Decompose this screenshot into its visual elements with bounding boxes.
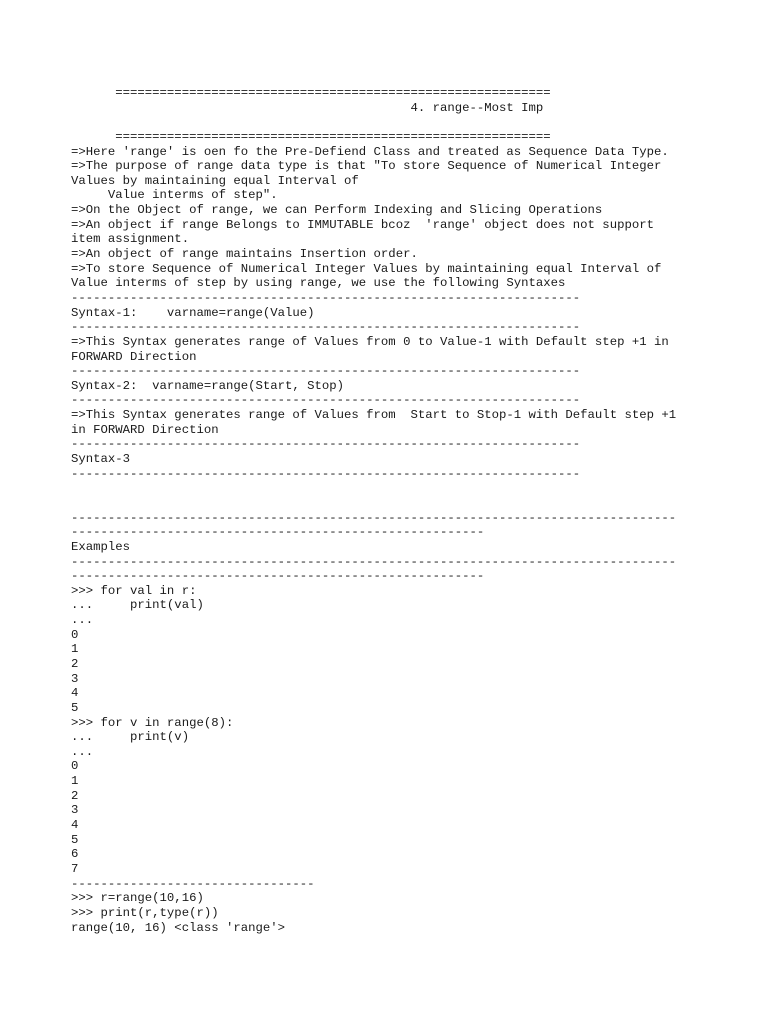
- text-line: 3: [71, 671, 79, 686]
- separator-line: ---------------------------------------------------------------------: [71, 364, 581, 379]
- text-line: in FORWARD Direction: [71, 422, 219, 437]
- text-line: 4: [71, 818, 79, 833]
- text-line: Value interms of step".: [71, 188, 278, 203]
- code-line: ...: [71, 744, 94, 759]
- separator-line: ---------------------------------------------------------------------: [71, 393, 581, 408]
- blank-line: [71, 496, 761, 511]
- blank-line: [71, 481, 761, 496]
- text-line: =>An object of range maintains Insertion order.: [71, 247, 418, 262]
- section-title: 4. range--Most Imp: [71, 100, 544, 115]
- text-line: 7: [71, 861, 79, 876]
- text-line: 5: [71, 700, 79, 715]
- separator-line: ----------------------------------------------------------------------------------: [71, 510, 677, 525]
- text-line: 2: [71, 656, 79, 671]
- text-line: =>Here 'range' is oen fo the Pre-Defiend Class and treated as Sequence Data Type.: [71, 144, 669, 159]
- text-line: 6: [71, 847, 79, 862]
- blank-line: [71, 115, 761, 130]
- text-line: Syntax-1: varname=range(Value): [71, 305, 315, 320]
- text-line: Value interms of step by using range, we use the following Syntaxes: [71, 276, 566, 291]
- separator-line: --------------------------------------------------------: [71, 525, 485, 540]
- text-line: Values by maintaining equal Interval of: [71, 173, 359, 188]
- separator-line: ---------------------------------------------------------------------: [71, 466, 581, 481]
- text-line: 3: [71, 803, 79, 818]
- code-line: ... print(v): [71, 730, 190, 745]
- code-line: >>> for v in range(8):: [71, 715, 234, 730]
- text-line: 2: [71, 788, 79, 803]
- text-line: =>The purpose of range data type is that "To store Sequence of Numerical Integer: [71, 159, 662, 174]
- separator-line: --------------------------------------------------------: [71, 569, 485, 584]
- text-line: =>On the Object of range, we can Perform Indexing and Slicing Operations: [71, 203, 603, 218]
- text-line: 1: [71, 774, 79, 789]
- text-line: Syntax-3: [71, 452, 131, 467]
- text-line: 0: [71, 627, 79, 642]
- separator-line: ---------------------------------------------------------------------: [71, 320, 581, 335]
- text-line: Syntax-2: varname=range(Start, Stop): [71, 378, 345, 393]
- code-line: >>> for val in r:: [71, 583, 197, 598]
- text-line: 1: [71, 642, 79, 657]
- document-body: [71, 86, 761, 935]
- separator-line: ---------------------------------------------------------------------: [71, 437, 581, 452]
- text-line: =>An object if range Belongs to IMMUTABLE bcoz 'range' object does not support: [71, 217, 654, 232]
- text-line: 4: [71, 686, 79, 701]
- code-line: ...: [71, 613, 94, 628]
- text-line: =>This Syntax generates range of Values from Start to Stop-1 with Default step +1: [71, 408, 677, 423]
- text-line: Examples: [71, 539, 131, 554]
- separator-line: ----------------------------------------------------------------------------------: [71, 554, 677, 569]
- code-line: ... print(val): [71, 598, 204, 613]
- text-line: =>This Syntax generates range of Values from 0 to Value-1 with Default step +1 in: [71, 334, 669, 349]
- text-line: 5: [71, 832, 79, 847]
- separator-line: ---------------------------------------------------------------------: [71, 290, 581, 305]
- text-line: range(10, 16) <class 'range'>: [71, 920, 286, 935]
- separator-line: ===========================================================: [71, 129, 551, 144]
- text-line: 0: [71, 759, 79, 774]
- text-line: item assignment.: [71, 232, 190, 247]
- separator-line: ---------------------------------: [71, 876, 315, 891]
- code-line: >>> r=range(10,16): [71, 891, 204, 906]
- text-line: FORWARD Direction: [71, 349, 197, 364]
- code-line: >>> print(r,type(r)): [71, 905, 219, 920]
- separator-line: ===========================================================: [71, 86, 551, 100]
- text-line: =>To store Sequence of Numerical Integer Values by maintaining equal Interval of: [71, 261, 662, 276]
